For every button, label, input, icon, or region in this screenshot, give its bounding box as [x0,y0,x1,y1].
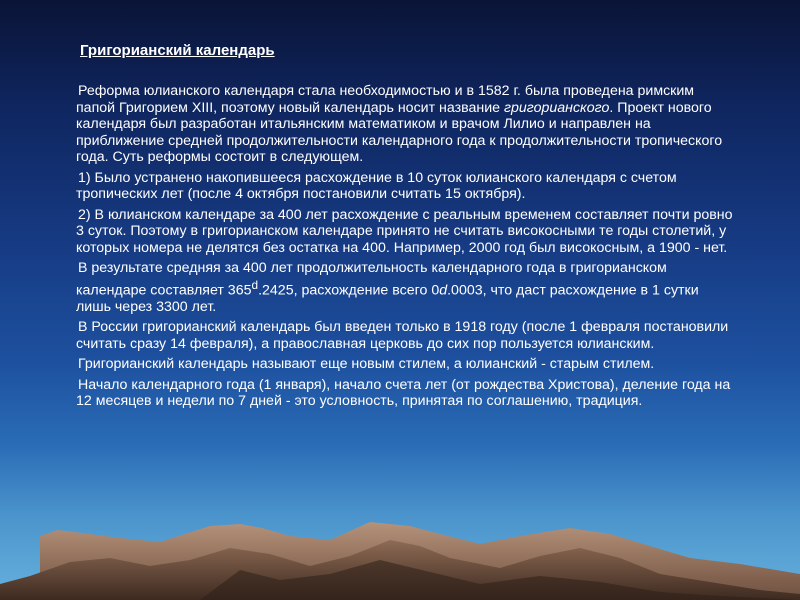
slide-title: Григорианский календарь [80,42,275,59]
mountain-range-image [0,500,800,600]
paragraph-reform-italic-term: григорианского [503,99,610,116]
paragraph-reform-text-start: Реформа юлианского календаря стала необходимостью и в 1582 г. была проведена римским папой Григорием XIII, поэтому новый календарь носит название [76,83,695,116]
paragraph-convention-text: Начало календарного года (1 января), начало счета лет (от рождества Христова), деление года на 12 месяцев и недели по 7 дней - это условность, принятая по соглашению, традиция. [76,376,731,410]
paragraph-reform [76,83,736,166]
paragraph-point-2 [76,207,736,257]
paragraph-average-length-text-end: .0003, что даст расхождение в 1 сутки лишь через 3300 лет. [76,282,699,315]
paragraph-point-2-text: 2) В юлианском календаре за 400 лет расхождение с реальным временем составляет почти ровно 3 суток. Поэтому в григорианском календаре принято не считать високосными те годы столетий, у которых номера не делятся без остатка на 400. Например, 2000 год был високосным, а 1900 - нет. [76,206,733,256]
paragraph-reform-text-end: . Проект нового календаря был разработан итальянским математиком и врачом Лилио и направлен на приближение средней продолжительности календарного года к продолжительности тропического года. Суть реформы состоит в следующем. [76,99,723,165]
paragraph-average-length-text-middle: .2425, расхождение всего 0 [258,282,440,299]
paragraph-convention [76,377,736,410]
paragraph-russia [76,319,736,352]
paragraph-styles-text: Григорианский календарь называют еще новым стилем, а юлианский - старым стилем. [78,356,655,373]
slide-body [76,83,736,414]
paragraph-average-length-superscript: d [251,277,259,292]
paragraph-average-length-text-start: В результате средняя за 400 лет продолжительность календарного года в григорианском календаре составляет 365 [76,260,667,299]
paragraph-average-length-italic: d [439,282,448,299]
paragraph-styles [76,356,736,373]
paragraph-average-length [76,260,736,315]
paragraph-point-1 [76,170,736,203]
paragraph-russia-text: В России григорианский календарь был введен только в 1918 году (после 1 февраля постановили считать сразу 14 февраля), а православная церковь до сих пор пользуется юлианским. [76,319,729,352]
paragraph-point-1-text: 1) Было устранено накопившееся расхождение в 10 суток юлианского календаря с счетом тропических лет (после 4 октября постановили считать 15 октября). [76,169,677,202]
